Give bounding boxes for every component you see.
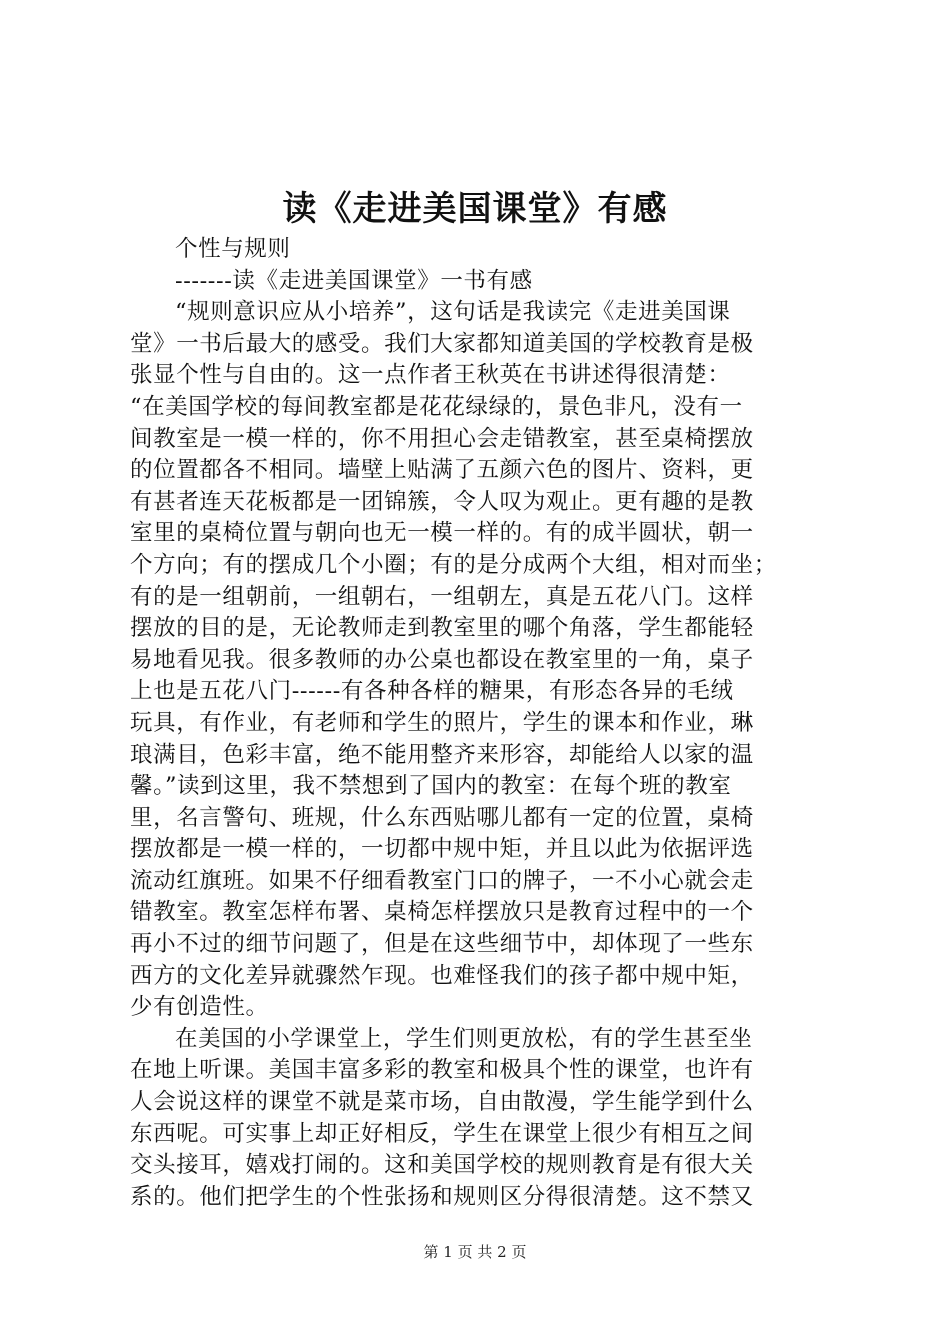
- paragraph-line: 在美国的小学课堂上，学生们则更放松，有的学生甚至坐: [175, 1025, 753, 1052]
- paragraph-line: 西方的文化差异就骤然乍现。也难怪我们的孩子都中规中矩，: [130, 962, 754, 989]
- paragraph-line: 错教室。教室怎样布署、桌椅怎样摆放只是教育过程中的一个: [130, 899, 754, 926]
- paragraph-line: 上也是五花八门------有各种各样的糖果，有形态各异的毛绒: [130, 678, 734, 705]
- paragraph-line: 里，名言警句、班规，什么东西贴哪儿都有一定的位置，桌椅: [130, 804, 754, 831]
- paragraph-line: 的位置都各不相同。墙壁上贴满了五颜六色的图片、资料，更: [130, 457, 754, 484]
- subtitle-line: -------读《走进美国课堂》一书有感: [175, 267, 533, 294]
- paragraph-line: 琅满目，色彩丰富，绝不能用整齐来形容，却能给人以家的温: [130, 741, 754, 768]
- paragraph-line: 间教室是一模一样的，你不用担心会走错教室，甚至桌椅摆放: [130, 425, 754, 452]
- paragraph-line: 有甚者连天花板都是一团锦簇，令人叹为观止。更有趣的是教: [130, 488, 754, 515]
- paragraph-line: 东西呢。可实事上却正好相反，学生在课堂上很少有相互之间: [130, 1120, 754, 1147]
- paragraph-line: 有的是一组朝前，一组朝右，一组朝左，真是五花八门。这样: [130, 583, 754, 610]
- paragraph-line: “在美国学校的每间教室都是花花绿绿的，景色非凡，没有一: [130, 393, 743, 420]
- paragraph-line: 个方向；有的摆成几个小圈；有的是分成两个大组，相对而坐；: [130, 551, 777, 578]
- paragraph-line: 室里的桌椅位置与朝向也无一模一样的。有的成半圆状，朝一: [130, 520, 754, 547]
- document-title: 读《走进美国课堂》有感: [282, 189, 668, 229]
- page-number: 第 1 页 共 2 页: [423, 1243, 527, 1261]
- paragraph-line: 流动红旗班。如果不仔细看教室门口的牌子，一不小心就会走: [130, 867, 754, 894]
- paragraph-line: 系的。他们把学生的个性张扬和规则区分得很清楚。这不禁又: [130, 1183, 754, 1210]
- paragraph-line: 张显个性与自由的。这一点作者王秋英在书讲述得很清楚：: [130, 362, 731, 389]
- paragraph-line: 人会说这样的课堂不就是菜市场，自由散漫，学生能学到什么: [130, 1089, 754, 1116]
- paragraph-line: 摆放都是一模一样的，一切都中规中矩，并且以此为依据评选: [130, 836, 754, 863]
- paragraph-line: 易地看见我。很多教师的办公桌也都设在教室里的一角，桌子: [130, 646, 754, 673]
- paragraph-line: 在地上听课。美国丰富多彩的教室和极具个性的课堂，也许有: [130, 1057, 754, 1084]
- subtitle-line: 个性与规则: [175, 236, 291, 262]
- paragraph-line: 馨。”读到这里，我不禁想到了国内的教室：在每个班的教室: [130, 773, 732, 800]
- paragraph-line: 堂》一书后最大的感受。我们大家都知道美国的学校教育是极: [130, 330, 754, 357]
- paragraph-line: 摆放的目的是，无论教师走到教室里的哪个角落，学生都能轻: [130, 615, 754, 642]
- document-body: [130, 234, 834, 1213]
- paragraph-line: “规则意识应从小培养”，这句话是我读完《走进美国课: [175, 299, 731, 326]
- paragraph-line: 交头接耳，嬉戏打闹的。这和美国学校的规则教育是有很大关: [130, 1152, 754, 1179]
- paragraph-line: 少有创造性。: [130, 994, 269, 1021]
- paragraph-line: 再小不过的细节问题了，但是在这些细节中，却体现了一些东: [130, 931, 754, 958]
- paragraph-line: 玩具，有作业，有老师和学生的照片，学生的课本和作业，琳: [130, 709, 754, 736]
